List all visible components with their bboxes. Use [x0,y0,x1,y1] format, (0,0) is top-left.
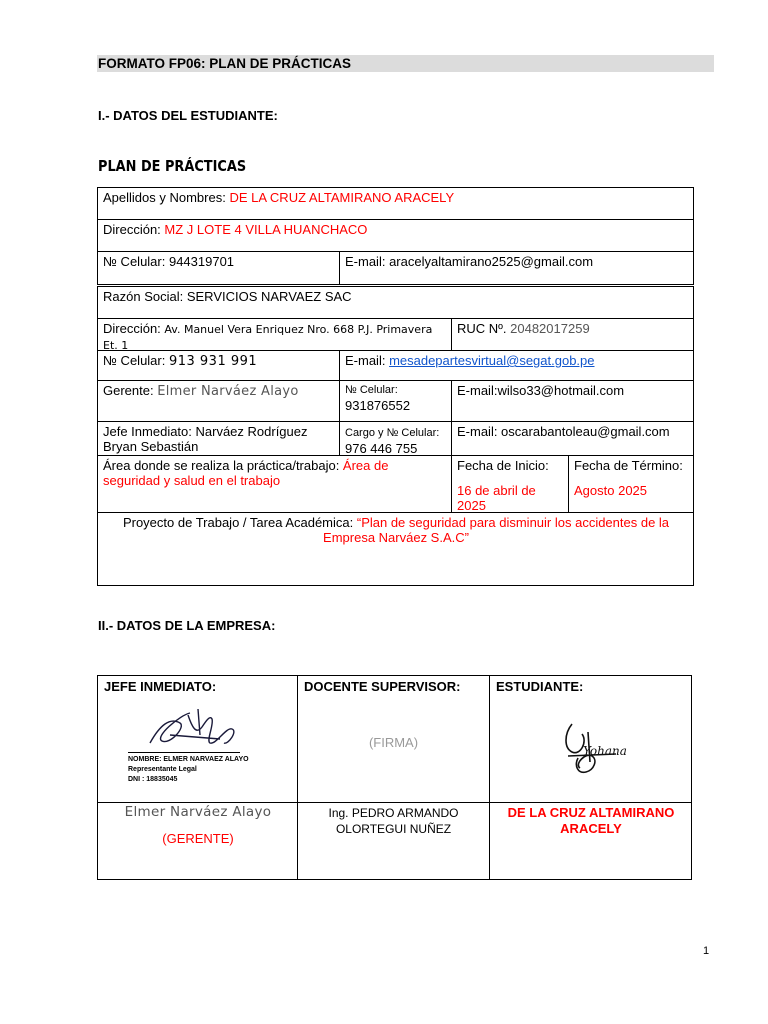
student-phone-cell [97,251,340,285]
company-address-cell [97,318,452,351]
company-email-label: E-mail: [345,353,390,368]
document-title: FORMATO FP06: PLAN DE PRÁCTICAS [98,56,352,71]
student-name-value: DE LA CRUZ ALTAMIRANO ARACELY [229,190,455,205]
company-email-cell [339,350,694,381]
boss-signature-line [128,752,240,753]
company-razon-label: Razón Social: [103,289,187,304]
page-number: 1 [703,945,710,957]
signatures-divider-1 [297,675,298,880]
student-signature-text: Yohana [583,744,627,758]
company-manager-cell [97,380,340,422]
student-email-label: E-mail: [345,254,390,269]
company-area-label: Área donde se realiza la práctica/trabajo: [103,458,343,473]
boss-role: (GERENTE) [162,831,234,846]
company-address-value-1: Av. Manuel Vera Enriquez Nro. 668 P.J. Primavera [164,323,433,336]
company-razon-cell [97,286,694,319]
company-project-value-1: “Plan de seguridad para disminuir los accidentes de la [356,515,670,530]
company-ruc-cell [451,318,694,351]
company-boss-phone-value: 976 446 755 [345,441,418,456]
company-boss-line-2: Bryan Sebastián [103,439,199,454]
company-manager-phone-value: 931876552 [345,398,411,413]
company-area-value-1: Área de [342,458,389,473]
company-end-cell [568,455,694,513]
company-manager-value: Elmer Narváez Alayo [157,384,299,399]
company-area-value-2: seguridad y salud en el trabajo [103,473,281,488]
company-start-value-1: 16 de abril de [457,483,536,498]
company-razon-value: SERVICIOS NARVAEZ SAC [186,289,352,304]
student-address-label: Dirección: [103,222,165,237]
company-manager-phone-cell [339,380,452,422]
supervisor-name-line-1: Ing. PEDRO ARMANDO [328,806,459,820]
company-end-label: Fecha de Término: [574,458,683,473]
student-name-label: Apellidos y Nombres: [103,190,230,205]
boss-signature-image [140,705,250,755]
company-start-label: Fecha de Inicio: [457,458,549,473]
company-project-value-2: Empresa Narváez S.A.C” [323,530,469,545]
section-2-title: II.- DATOS DE LA EMPRESA: [98,618,276,633]
student-name-line-2: ARACELY [560,821,622,836]
supervisor-name-line-2: OLORTEGUI NUÑEZ [335,822,452,836]
boss-header: JEFE INMEDIATO: [104,679,217,694]
company-phone-label: № Celular: [103,353,169,368]
company-manager-phone-label: № Celular: [345,384,398,396]
company-ruc-label: RUC Nº. [457,321,511,336]
company-manager-email-cell [451,380,694,422]
company-address-value-2: Et. 1 [103,339,129,352]
student-name-line-1: DE LA CRUZ ALTAMIRANO [507,805,675,820]
company-boss-phone-label: Cargo y № Celular: [345,427,440,439]
student-signature-image [558,712,628,782]
company-start-cell [451,455,569,513]
plan-title: PLAN DE PRÁCTICAS [98,157,247,175]
company-end-value: Agosto 2025 [574,483,648,498]
company-boss-phone-cell [339,421,452,456]
company-project-cell [97,512,694,586]
company-boss-line-1: Jefe Inmediato: Narváez Rodríguez [103,424,308,439]
student-email-cell [339,251,694,285]
student-signature-name [490,805,692,837]
company-phone-value: 913 931 991 [168,354,258,369]
boss-stamp-name: NOMBRE: ELMER NARVAEZ ALAYO [128,756,249,763]
student-name-cell [97,187,694,220]
supervisor-header: DOCENTE SUPERVISOR: [304,679,461,694]
boss-stamp-dni: DNI : 18835045 [128,776,178,783]
company-phone-cell [97,350,340,381]
company-boss-email-cell [451,421,694,456]
company-project-label: Proyecto de Trabajo / Tarea Académica: [122,515,357,530]
company-boss-cell [97,421,340,456]
section-1-title: I.- DATOS DEL ESTUDIANTE: [98,108,278,123]
supervisor-signature-placeholder: (FIRMA) [368,735,419,750]
signatures-divider-2 [489,675,490,880]
supervisor-name [298,805,489,837]
student-phone-label: № Celular: [103,254,169,269]
company-start-value-2: 2025 [457,498,486,513]
company-ruc-value: 20482017259 [510,321,590,336]
company-address-label: Dirección: [103,321,165,336]
student-phone-value: 944319701 [168,254,235,269]
company-manager-label: Gerente: [103,383,158,398]
company-manager-email: E-mail:wilso33@hotmail.com [457,383,625,398]
student-address-cell [97,219,694,252]
signatures-row-divider [97,802,692,803]
boss-stamp-role: Representante Legal [128,766,197,773]
company-boss-email: E-mail: oscarabantoleau@gmail.com [457,424,670,439]
company-area-cell [97,455,452,513]
boss-name: Elmer Narváez Alayo [124,804,272,820]
student-address-value: MZ J LOTE 4 VILLA HUANCHACO [164,222,368,237]
boss-stamp [128,755,249,785]
company-email-link[interactable]: mesadepartesvirtual@segat.gob.pe [389,353,595,368]
student-email-value: aracelyaltamirano2525@gmail.com [389,254,594,269]
student-header: ESTUDIANTE: [496,679,584,694]
